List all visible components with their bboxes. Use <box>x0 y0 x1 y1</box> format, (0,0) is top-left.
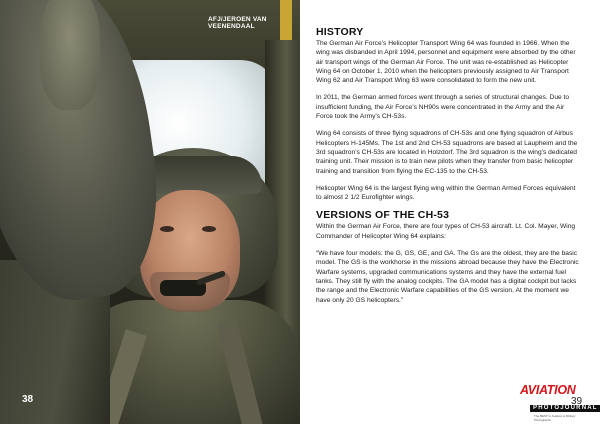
pilot-eye <box>202 226 216 232</box>
history-heading: HISTORY <box>316 26 364 38</box>
versions-paragraph: Within the German Air Force, there are four types of CH-53 aircraft. Lt. Col. Mayer, Wing Commander of Helicopter Wing 64 explains: <box>316 223 576 240</box>
logo-wordmark: AVIATION <box>520 383 576 397</box>
logo-tagline: The BEST in Aviation & Military Photography <box>534 414 576 422</box>
history-paragraph: Helicopter Wing 64 is the largest flying wing within the German Armed Forces equivalent to almost 2 1/2 Eurofighter wings. <box>316 184 576 202</box>
history-paragraph: In 2011, the German armed forces went through a series of structural changes. Due to insufficient funding, the Air Force’s NH90s were concentrated in the Army and the Air Force took the Army’s CH-53s. <box>316 94 570 121</box>
versions-heading: VERSIONS OF THE CH-53 <box>316 209 450 222</box>
logo-subtitle: PHOTOJOURNAL <box>530 405 600 412</box>
history-paragraph: The German Air Force’s Helicopter Transport Wing 64 was founded in 1966. When the wing was disbanded in April 1994, personnel and equipment were absorbed by the other air transport wings of the German Air Force. The unit was re-established as Helicopter Wing 64 on October 1, 2010 when the helicopters previously assigned to Air Transport Wing 62 and Air Transport Wing 63 were consolidated to form the new unit. <box>316 40 576 85</box>
history-paragraph: Wing 64 consists of three flying squadrons of CH-53s and one flying squadron of Airbus Helicopters H-145Ms. The 1st and 2nd CH-53 squadrons are based at Laupheim and the 3rd squadron’s CH-53s are located in Holzdorf. The 3rd squadron is the wing’s dedicated training unit. Their mission is to train new pilots when they transfer from basic helicopter training and transition from flying the EC-135 to the CH-53. <box>316 130 578 175</box>
page-number-left: 38 <box>22 394 34 405</box>
photo-credit: AFJ/JEROEN VAN VEENENDAAL <box>208 16 267 30</box>
versions-paragraph: “We have four models: the G, GS, GE, and GA. The Gs are the oldest, they are the basic model. The GS is the workhorse in the missions abroad because they have the Electronic Warfare systems, upgraded communications systems and they have the external fuel tanks. They still fly with the analog cockpits. The GA model has a digital cockpit but lacks the range and the Electronic Warfare capabilities of the GS version. At the moment we have only 20 GS helicopters.” <box>316 250 579 304</box>
glove-finger <box>40 0 100 110</box>
right-page-article <box>300 0 600 424</box>
pilot-eye <box>160 226 174 232</box>
page-number-right: 39 <box>571 396 583 407</box>
